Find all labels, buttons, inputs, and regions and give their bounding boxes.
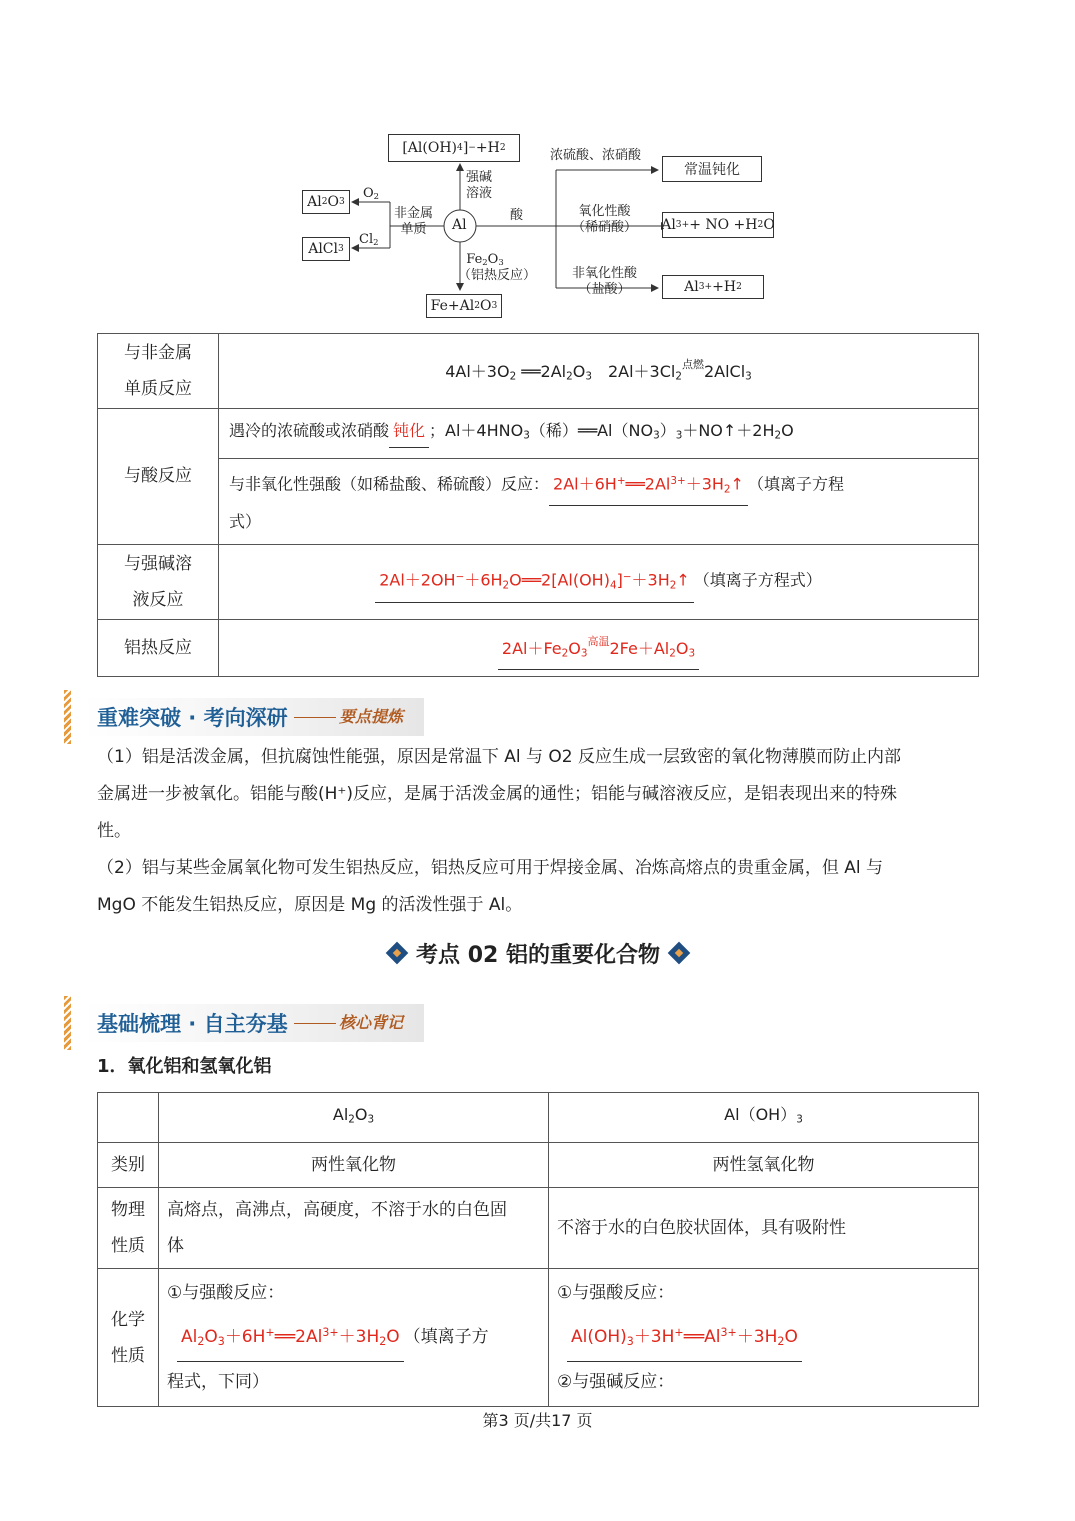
oxidizing-acid-label: 氧化性酸 （稀硝酸） [572,204,638,236]
acid-label: 酸 [510,208,524,223]
paragraph-2: （2）铝与某些金属氧化物可发生铝热反应，铝热反应可用于焊接金属、冶炼高熔点的贵重金属，但 Al 与 MgO 不能发生铝热反应，原因是 Mg 的活泼性强于 Al。 [97,858,883,915]
base-ionic-answer: $2Al+2OH^-+6H_2O══2[Al(OH)_4]^-+3H_2↑$ [375,561,694,602]
paragraph-1: （1）铝是活泼金属，但抗腐蚀性能强，原因是常温下 Al 与 O2 反应生成一层致密的氧化物薄膜而防止内部 金属进一步被氧化。铝能与酸(H⁺)反应，是属于活泼金属的通性；铝能与碱溶液反应，是铝表现出来的特殊 性。 [97,747,901,841]
aluminum-reaction-diagram [300,128,780,320]
cl2-label: $Cl_2$ [359,232,379,248]
hcl-product-box: Al 3+ +H 2 [662,275,764,299]
thermite-label: $Fe_2O_3$ （铝热反应） [458,252,537,284]
row-nonmetal-content: $4Al+3O_2$ $══2Al_2O_3$ $2Al+3Cl_2^{点燃}2AlCl_3$ [219,334,979,409]
section-title: 基础梳理 · 自主夯基 [97,1012,288,1036]
aloh3-category: 两性氢氧化物 [549,1142,979,1187]
heading-stripe [64,690,71,744]
section-heading-basics [64,996,424,1050]
subheading: 1．氧化铝和氢氧化铝 [97,1056,272,1077]
acid-ionic-answer: $2Al+6H^+══2Al^{3+}+3H_2↑$ [549,465,748,506]
aloh3-physical: 不溶于水的白色胶状固体，具有吸附性 [549,1187,979,1268]
section-heading-key-points [64,690,424,744]
col-aloh3-header: $Al(OH)_3$ [549,1093,979,1143]
section-title: 重难突破 · 考向深研 [97,706,288,730]
section-tag: 核心背记 [339,1013,404,1032]
conc-acid-label: 浓硫酸、浓硝酸 [550,148,642,163]
passivation-box: 常温钝化 [662,156,762,182]
row-chemical-header: 化学 性质 [98,1268,159,1407]
al2o3-acid-answer: $Al_2O_3+6H^+══2Al^{3+}+3H_2O$ [177,1313,404,1363]
tetrahydroxoaluminate-box: [Al(OH) 4 ] − +H 2 [388,134,520,162]
aloh3-acid-answer: $Al(OH)_3+3H^+══Al^{3+}+3H_2O$ [567,1313,802,1363]
al2o3-category: 两性氧化物 [159,1142,549,1187]
nitric-product-box: Al 3+ + NO +H 2 O [662,212,774,238]
passivation-answer: 钝化 [389,415,429,448]
nonoxidizing-acid-label: 非氧化性酸 （盐酸） [572,266,638,298]
row-physical-header: 物理 性质 [98,1187,159,1268]
row-base-header: 与强碱溶 液反应 [98,544,219,619]
page-footer: 第3 页/共17 页 [482,1411,593,1430]
heading-stripe [64,996,71,1050]
aloh3-chemical: ①与强酸反应： $Al(OH)_3+3H^+══Al^{3+}+3H_2O$ ②与强碱反应： [549,1268,979,1407]
alcl3-box: AlCl 3 [302,237,350,261]
row-acid-line2: 与非氧化性强酸（如稀盐酸、稀硫酸）反应： $2Al+6H^+══2Al^{3+}+3H_2↑$ （填离子方程 式） [219,458,979,544]
diamond-icon [386,942,408,964]
al2o3-box: Al 2 O 3 [302,190,350,214]
o2-label: $O_2$ [363,186,380,202]
section-tag: 要点提炼 [339,707,404,726]
al2o3-chemical: ①与强酸反应： $Al_2O_3+6H^+══2Al^{3+}+3H_2O$ （填离子方 程式，下同） [159,1268,549,1407]
thermite-answer: $2Al+Fe_2O_3^{高温}2Fe+Al_2O_3$ [498,626,699,670]
al2o3-physical: 高熔点，高沸点，高硬度，不溶于水的白色固 体 [159,1187,549,1268]
row-thermite-header: 铝热反应 [98,619,219,676]
oxide-hydroxide-table [97,1092,979,1407]
col-al2o3-header: $Al_2O_3$ [159,1093,549,1143]
topic-title: 考点 02 铝的重要化合物 [416,942,660,968]
nonmetal-label: 非金属 单质 [394,206,434,238]
row-category-header: 类别 [98,1142,159,1187]
row-acid-header: 与酸反应 [98,409,219,545]
al-center-label: Al [452,217,467,233]
diamond-icon [668,942,690,964]
fe-al2o3-box: Fe+Al 2 O 3 [426,294,502,318]
row-base-content: $2Al+2OH^-+6H_2O══2[Al(OH)_4]^-+3H_2↑$ （填离子方程式） [219,544,979,619]
topic-heading [363,934,713,972]
aluminum-properties-table [97,333,979,677]
row-thermite-content [219,619,979,676]
row-acid-line1: 遇冷的浓硫酸或浓硝酸 钝化 ；$Al+4HNO_3$（稀）$══Al(NO_3)_3+NO↑+2H_2O$ [219,409,979,459]
row-nonmetal-header: 与非金属 单质反应 [98,334,219,409]
strong-base-label: 强碱 溶液 [466,170,493,202]
